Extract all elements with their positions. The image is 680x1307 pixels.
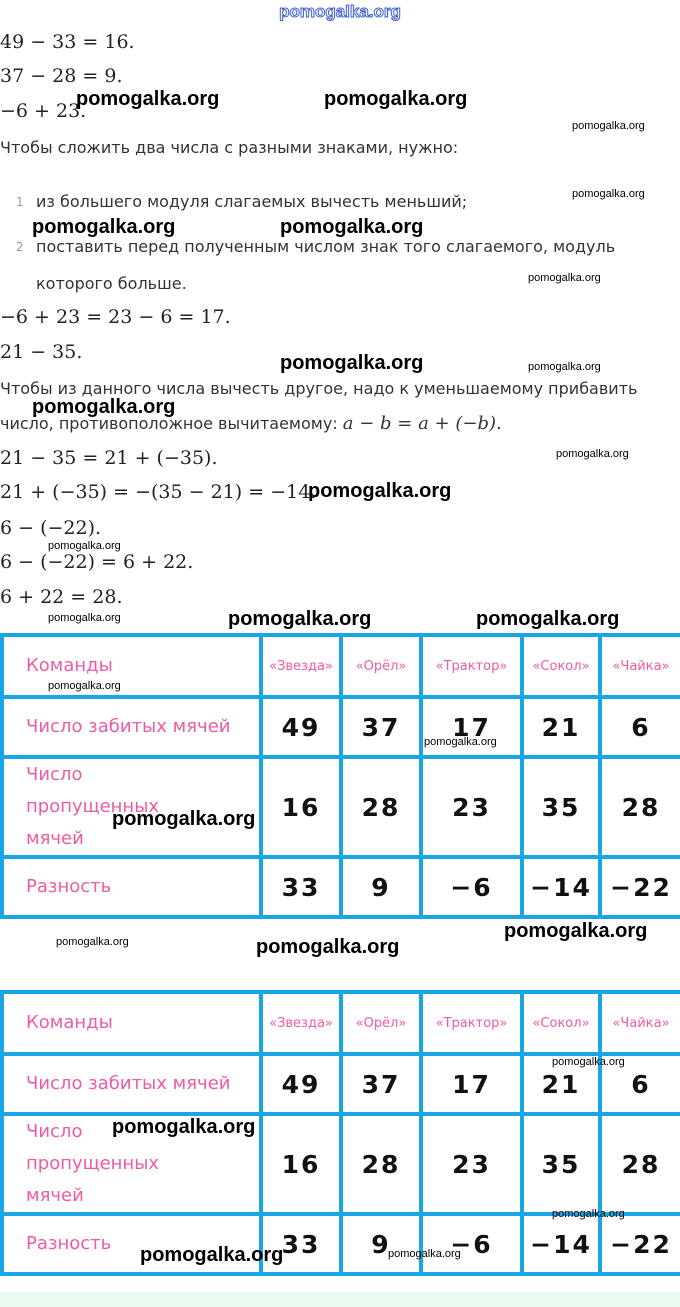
cell-value: 35 [522,757,600,857]
cell-value: 33 [261,1214,341,1274]
cell-value: −22 [600,1214,680,1274]
team-traktor: «Трактор» [421,992,522,1054]
cell-value: 49 [261,1054,341,1114]
watermark: pomogalka.org [280,216,424,238]
watermark: pomogalka.org [572,188,645,200]
watermark: pomogalka.org [256,936,400,958]
cell-value: 6 [600,697,680,757]
equation-3: −6 + 23. [0,100,87,122]
row-label-conceded: Число пропущенных мячей [2,757,261,857]
cell-value: 6 [600,1054,680,1114]
watermark: pomogalka.org [48,680,121,692]
rule-addition-step-2: поставить перед полученным числом знак того слагаемого, модуль [36,237,616,256]
teams-header: Команды [2,992,261,1054]
watermark: pomogalka.org [424,736,497,748]
rule-addition-step-1: из большего модуля слагаемых вычесть меньший; [36,192,468,211]
equation-6: 21 − 35 = 21 + (−35). [0,447,218,469]
watermark: pomogalka.org [528,272,601,284]
team-zvezda: «Звезда» [261,635,341,697]
cell-value: −22 [600,857,680,917]
teams-header: Команды [2,635,261,697]
rule-subtraction-line-1: Чтобы из данного числа вычесть другое, надо к уменьшаемому прибавить [0,379,638,398]
team-oryol: «Орёл» [341,992,421,1054]
equation-7: 21 + (−35) = −(35 − 21) = −14. [0,481,317,503]
team-chaika: «Чайка» [600,992,680,1054]
watermark: pomogalka.org [140,1244,284,1266]
cell-value: 16 [261,1114,341,1214]
cell-value: 33 [261,857,341,917]
watermark: pomogalka.org [504,920,648,942]
cell-value: 23 [421,1114,522,1214]
cell-value: −14 [522,1214,600,1274]
cell-value: 9 [341,1214,421,1274]
watermark: pomogalka.org [476,608,620,630]
watermark: pomogalka.org [32,216,176,238]
equation-1: 49 − 33 = 16. [0,31,135,53]
rule-subtraction-formula: a − b = a + (−b). [342,413,502,434]
bottom-strip [0,1292,680,1307]
cell-value: 35 [522,1114,600,1214]
watermark: pomogalka.org [280,352,424,374]
row-label-scored: Число забитых мячей [2,1054,261,1114]
cell-value: 17 [421,1054,522,1114]
table-row [2,857,680,917]
watermark: pomogalka.org [572,120,645,132]
cell-value: 28 [341,1114,421,1214]
watermark: pomogalka.org [32,396,176,418]
watermark: pomogalka.org [228,608,372,630]
cell-value: 28 [600,757,680,857]
cell-value: 49 [261,697,341,757]
cell-value: 21 [522,697,600,757]
rule-addition-step-2-cont: которого больше. [36,274,187,293]
table-row [2,697,680,757]
cell-value: −6 [421,857,522,917]
cell-value: 37 [341,1054,421,1114]
watermark: pomogalka.org [112,808,256,830]
watermark: pomogalka.org [556,448,629,460]
rule-addition-intro: Чтобы сложить два числа с разными знаками, нужно: [0,138,459,157]
row-label-conceded: Число пропущенных мячей [2,1114,261,1214]
row-label-difference: Разность [2,1214,261,1274]
scores-table-1 [0,633,680,919]
watermark: pomogalka.org [552,1056,625,1068]
row-label-scored: Число забитых мячей [2,697,261,757]
cell-value: 16 [261,757,341,857]
step-number-1: 1 [16,195,24,209]
cell-value: 9 [341,857,421,917]
equation-9: 6 − (−22) = 6 + 22. [0,551,194,573]
cell-value: −6 [421,1214,522,1274]
watermark: pomogalka.org [48,612,121,624]
rule-subtraction-text: число, противоположное вычитаемому: [0,414,343,433]
table-row [2,1114,680,1214]
equation-4: −6 + 23 = 23 − 6 = 17. [0,306,231,328]
cell-value: 28 [600,1114,680,1214]
cell-value: 17 [421,697,522,757]
watermark: pomogalka.org [56,936,129,948]
cell-value: −14 [522,857,600,917]
equation-8: 6 − (−22). [0,517,102,539]
site-watermark-top: pomogalka.org [279,2,401,21]
watermark: pomogalka.org [528,361,601,373]
table-row [2,757,680,857]
team-oryol: «Орёл» [341,635,421,697]
team-sokol: «Сокол» [522,635,600,697]
watermark: pomogalka.org [552,1208,625,1220]
cell-value: 23 [421,757,522,857]
team-traktor: «Трактор» [421,635,522,697]
watermark: pomogalka.org [112,1116,256,1138]
table-header-row [2,992,680,1054]
watermark: pomogalka.org [324,88,468,110]
step-number-2: 2 [16,240,24,254]
watermark: pomogalka.org [48,540,121,552]
scores-table-2 [0,990,680,1276]
equation-2: 37 − 28 = 9. [0,65,123,87]
table-row [2,1214,680,1274]
team-zvezda: «Звезда» [261,992,341,1054]
row-label-difference: Разность [2,857,261,917]
equation-10: 6 + 22 = 28. [0,586,123,608]
watermark: pomogalka.org [388,1248,461,1260]
team-sokol: «Сокол» [522,992,600,1054]
watermark: pomogalka.org [76,88,220,110]
cell-value: 21 [522,1054,600,1114]
equation-5: 21 − 35. [0,341,83,363]
cell-value: 28 [341,757,421,857]
watermark: pomogalka.org [308,480,452,502]
team-chaika: «Чайка» [600,635,680,697]
cell-value: 37 [341,697,421,757]
